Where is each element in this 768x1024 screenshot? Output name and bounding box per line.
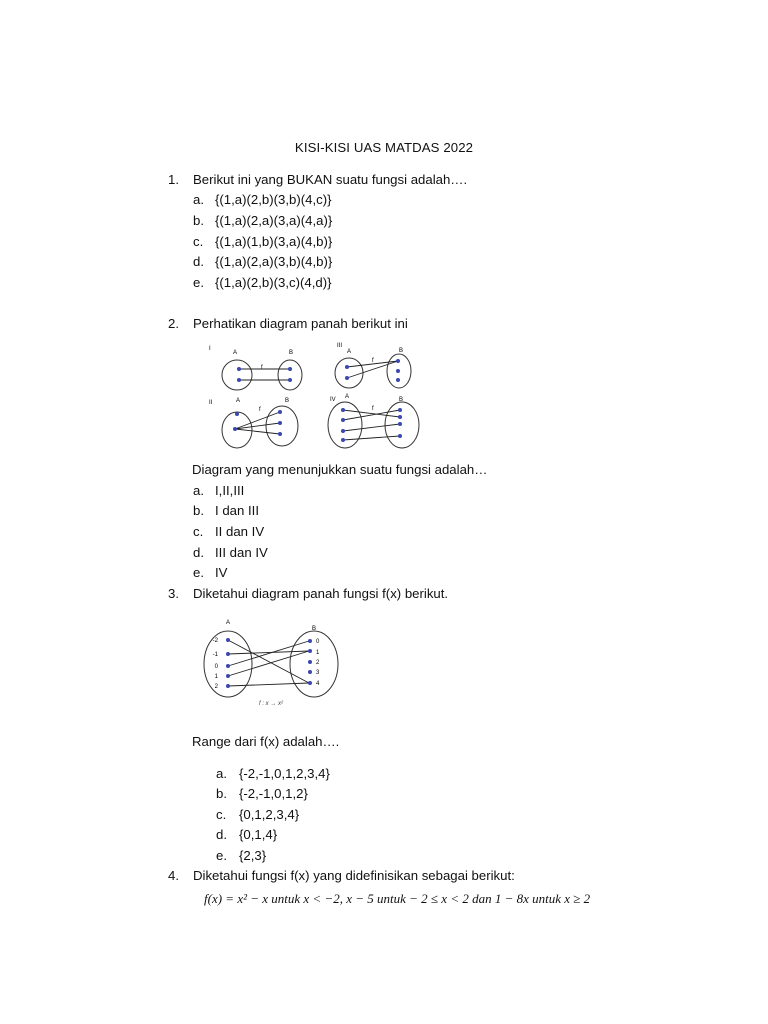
question-prompt: Diagram yang menunjukkan suatu fungsi adalah…	[192, 462, 488, 477]
function-formula: f(x) = x² − x untuk x < −2, x − 5 untuk − 2 ≤ x < 2 dan 1 − 8x untuk x ≥ 2	[204, 891, 591, 906]
set-b-oval	[290, 631, 338, 697]
function-label: f	[372, 358, 374, 364]
option-text: {(1,a)(2,b)(3,b)(4,c)}	[215, 192, 332, 207]
point	[308, 649, 312, 653]
diagram-label: IV	[330, 397, 336, 403]
point	[398, 408, 402, 412]
arrow	[228, 651, 309, 676]
domain-value: 2	[214, 684, 218, 690]
option-text: {(1,a)(2,a)(3,b)(4,b)}	[215, 254, 333, 269]
point	[308, 660, 312, 664]
set-b-label: B	[312, 626, 317, 632]
set-a-label: A	[347, 349, 352, 355]
point	[341, 408, 345, 412]
option-letter: e.	[193, 275, 204, 290]
arrow	[228, 683, 309, 686]
diagram-iii	[335, 343, 411, 388]
point	[396, 369, 400, 373]
option-letter: e.	[193, 565, 204, 580]
option-text: {0,1,2,3,4}	[239, 807, 300, 822]
function-arrow-diagram	[198, 614, 348, 714]
question-number: 4.	[168, 868, 179, 883]
set-b-label: B	[285, 398, 290, 404]
point	[345, 376, 349, 380]
point	[278, 421, 282, 425]
option-text: {2,3}	[239, 848, 267, 863]
diagram-label: II	[209, 400, 213, 406]
domain-value: -1	[212, 652, 218, 658]
set-a-label: A	[226, 620, 231, 626]
point	[341, 429, 345, 433]
option-letter: a.	[193, 483, 204, 498]
question-text: Diketahui diagram panah fungsi f(x) berikut.	[193, 586, 449, 601]
point	[308, 681, 312, 685]
option-letter: c.	[193, 234, 204, 249]
option-letter: c.	[216, 807, 227, 822]
diagram-label: III	[337, 343, 343, 349]
set-a-label: A	[233, 350, 238, 356]
diagram-ii	[209, 398, 298, 448]
point	[398, 415, 402, 419]
point	[308, 639, 312, 643]
function-label: f	[372, 406, 374, 412]
arrow	[235, 429, 280, 434]
set-a-oval	[328, 402, 362, 448]
point	[237, 367, 241, 371]
domain-value: -2	[212, 638, 218, 644]
point	[226, 664, 230, 668]
point	[278, 410, 282, 414]
option-text: {(1,a)(1,b)(3,a)(4,b)}	[215, 234, 333, 249]
point	[235, 412, 239, 416]
option-letter: d.	[216, 827, 227, 842]
diagram-iv	[328, 394, 419, 448]
option-text: {(1,a)(2,b)(3,c)(4,d)}	[215, 275, 332, 290]
option-letter: d.	[193, 545, 204, 560]
codomain-value: 1	[316, 650, 320, 656]
point	[308, 670, 312, 674]
option-text: I,II,III	[215, 483, 245, 498]
point	[233, 427, 237, 431]
function-label: f	[261, 365, 263, 371]
function-caption: f : x → x²	[259, 701, 283, 707]
arrow	[343, 424, 400, 431]
option-letter: c.	[193, 524, 204, 539]
option-text: I dan III	[215, 503, 259, 518]
option-letter: a.	[193, 192, 204, 207]
set-b-label: B	[289, 350, 294, 356]
domain-value: 0	[214, 664, 218, 670]
point	[396, 378, 400, 382]
point	[288, 367, 292, 371]
point	[226, 674, 230, 678]
domain-value: 1	[214, 674, 218, 680]
option-letter: e.	[216, 848, 227, 863]
set-a-oval	[222, 360, 252, 390]
option-letter: b.	[193, 503, 204, 518]
option-text: II dan IV	[215, 524, 265, 539]
point	[396, 359, 400, 363]
option-letter: d.	[193, 254, 204, 269]
question-number: 1.	[168, 172, 179, 187]
question-text: Perhatikan diagram panah berikut ini	[193, 316, 408, 331]
set-b-label: B	[399, 397, 404, 403]
option-text: {0,1,4}	[239, 827, 278, 842]
point	[345, 365, 349, 369]
option-letter: b.	[216, 786, 227, 801]
point	[341, 438, 345, 442]
set-a-oval	[335, 358, 363, 388]
function-label: f	[259, 407, 261, 413]
set-b-label: B	[399, 348, 404, 354]
question-number: 3.	[168, 586, 179, 601]
set-a-label: A	[345, 394, 350, 400]
option-text: {(1,a)(2,a)(3,a)(4,a)}	[215, 213, 333, 228]
option-text: III dan IV	[215, 545, 268, 560]
point	[226, 638, 230, 642]
codomain-value: 2	[316, 660, 320, 666]
option-text: {-2,-1,0,1,2}	[239, 786, 308, 801]
arrow-diagrams-figure	[200, 338, 430, 453]
point	[398, 422, 402, 426]
codomain-value: 3	[316, 670, 320, 676]
option-text: IV	[215, 565, 228, 580]
point	[226, 684, 230, 688]
point	[237, 378, 241, 382]
point	[341, 418, 345, 422]
set-a-label: A	[236, 398, 241, 404]
codomain-value: 4	[316, 681, 320, 687]
codomain-value: 0	[316, 639, 320, 645]
page-title: KISI-KISI UAS MATDAS 2022	[294, 140, 474, 155]
point	[226, 652, 230, 656]
diagram-label: I	[209, 346, 211, 352]
point	[398, 434, 402, 438]
diagram-i	[209, 346, 302, 390]
question-prompt: Range dari f(x) adalah….	[192, 734, 340, 749]
point	[278, 432, 282, 436]
question-number: 2.	[168, 316, 179, 331]
question-text: Diketahui fungsi f(x) yang didefinisikan sebagai berikut:	[193, 868, 515, 883]
option-text: {-2,-1,0,1,2,3,4}	[239, 766, 330, 781]
set-b-oval	[278, 360, 302, 390]
option-letter: b.	[193, 213, 204, 228]
arrow	[343, 436, 400, 440]
point	[288, 378, 292, 382]
arrow	[228, 640, 309, 683]
option-letter: a.	[216, 766, 227, 781]
question-text: Berikut ini yang BUKAN suatu fungsi adalah….	[193, 172, 468, 187]
